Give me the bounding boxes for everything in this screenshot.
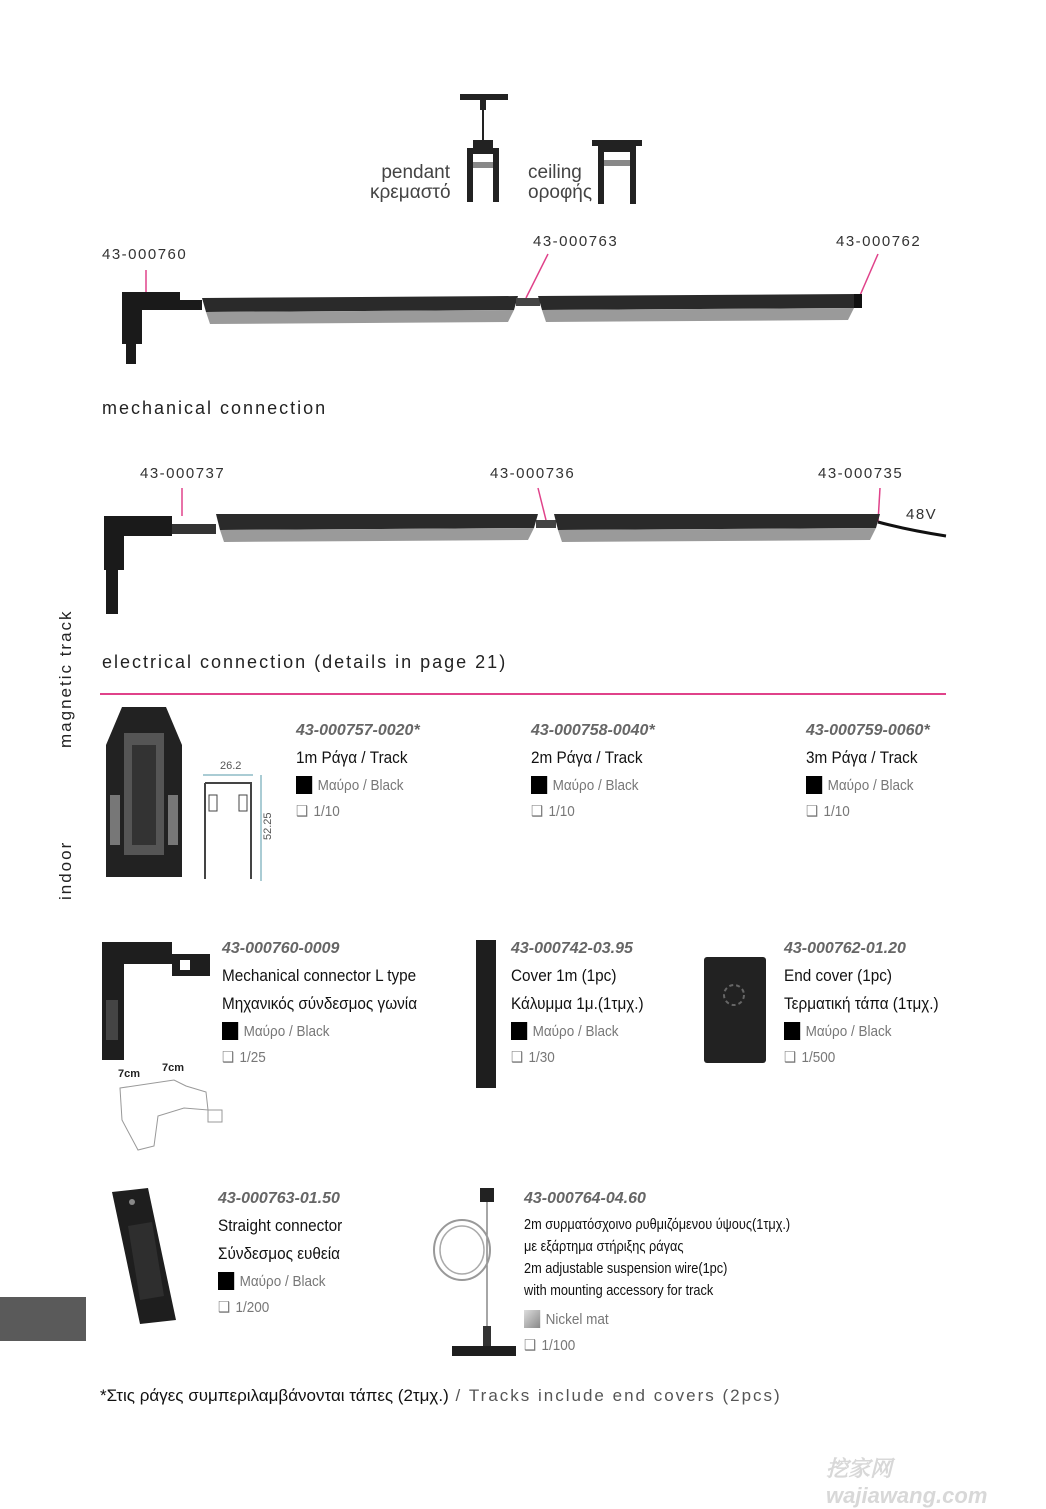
wire-description-line: 2m adjustable suspension wire(1pc) (524, 1260, 728, 1277)
section-divider (100, 693, 946, 695)
box-icon: ❑ (222, 1049, 235, 1066)
l-connector-dimension-drawing (114, 1070, 234, 1152)
pack-row: ❑ 1/500 (784, 1048, 836, 1066)
product-code: 43-000758-0040* (531, 722, 655, 739)
product-code: 43-000759-0060* (806, 722, 930, 739)
pack-row: ❑ 1/10 (296, 802, 340, 820)
pack-row: ❑ 1/25 (222, 1048, 266, 1066)
location-side-label: indoor (56, 840, 75, 900)
corner-dim-b: 7cm (162, 1062, 185, 1074)
color-swatch (222, 1022, 238, 1040)
voltage-label: 48V (906, 506, 938, 523)
pack-row: ❑ 1/30 (511, 1048, 555, 1066)
product-name-gr: Μηχανικός σύνδεσμος γωνία (222, 994, 418, 1013)
pack-row: ❑ 1/200 (218, 1298, 270, 1316)
accessory-suspension-wire (524, 1190, 837, 1354)
track-profile-photo (104, 705, 184, 877)
color-row: Μαύρο / Black (511, 1022, 644, 1040)
product-code: 43-000760-0009 (222, 940, 340, 957)
mechanical-assembly-drawing (110, 248, 890, 378)
product-name: Straight connector (218, 1216, 343, 1235)
product-name: 1m Ράγα / Track (296, 748, 408, 767)
elec-code-2: 43-000736 (490, 465, 576, 482)
wire-description-line: με εξάρτημα στήριξης ράγας (524, 1238, 684, 1255)
color-swatch (784, 1022, 800, 1040)
color-row: Nickel mat (524, 1310, 806, 1328)
color-swatch (296, 776, 312, 794)
end-cover-photo (702, 955, 768, 1065)
product-name-gr: Κάλυμμα 1μ.(1τμχ.) (511, 994, 644, 1013)
product-name: 3m Ράγα / Track (806, 748, 918, 767)
product-name: 2m Ράγα / Track (531, 748, 643, 767)
category-side-label: magnetic track (56, 609, 75, 748)
product-code: 43-000742-03.95 (511, 940, 633, 957)
mechanical-connection-label: mechanical connection (102, 398, 328, 418)
page-tab (0, 1297, 86, 1341)
mech-code-3: 43-000762 (836, 233, 922, 250)
wire-description-line: 2m συρματόσχοινο ρυθμιζόμενου ύψους(1τμχ.) (524, 1216, 791, 1233)
box-icon: ❑ (531, 803, 544, 820)
accessory-l-connector (222, 940, 439, 1066)
color-swatch (511, 1022, 527, 1040)
color-row: Μαύρο / Black (784, 1022, 939, 1040)
box-icon: ❑ (524, 1337, 537, 1354)
color-row: Μαύρο / Black (806, 776, 917, 794)
product-name-gr: Τερματική τάπα (1τμχ.) (784, 994, 939, 1013)
track-product-2 (531, 722, 655, 820)
profile-width-dim: 26.2 (220, 760, 242, 772)
straight-connector-photo (108, 1186, 180, 1326)
product-code: 43-000763-01.50 (218, 1190, 340, 1207)
pack-row: ❑ 1/100 (524, 1336, 576, 1354)
box-icon: ❑ (511, 1049, 524, 1066)
corner-dim-a: 7cm (118, 1068, 141, 1080)
ceiling-mount-icon (590, 138, 645, 208)
wire-description-line: with mounting accessory for track (524, 1282, 714, 1299)
electrical-assembly-drawing (100, 480, 950, 620)
product-name-gr: Σύνδεσμος ευθεία (218, 1244, 340, 1263)
watermark: 挖家网 wajiawang.com (826, 1456, 988, 1508)
ceiling-label: ceiling οροφής (528, 162, 592, 203)
product-code: 43-000757-0020* (296, 722, 420, 739)
box-icon: ❑ (784, 1049, 797, 1066)
track-product-3 (806, 722, 930, 820)
pack-row: ❑ 1/10 (806, 802, 850, 820)
color-row: Μαύρο / Black (218, 1272, 342, 1290)
pendant-mount-icon (455, 92, 515, 210)
footer-note: *Στις ράγες συμπεριλαμβάνονται τάπες (2τμχ.) / Tracks include end covers (2pcs) (100, 1386, 782, 1405)
elec-code-3: 43-000735 (818, 465, 904, 482)
l-connector-photo (100, 940, 215, 1062)
color-swatch (806, 776, 822, 794)
suspension-wire-photo (428, 1186, 518, 1364)
color-swatch (531, 776, 547, 794)
box-icon: ❑ (218, 1299, 231, 1316)
box-icon: ❑ (296, 803, 309, 820)
color-swatch (218, 1272, 234, 1290)
product-name: End cover (1pc) (784, 966, 892, 985)
mech-code-1: 43-000760 (102, 246, 188, 263)
accessory-straight-connector (218, 1190, 356, 1316)
accessory-cover (511, 940, 658, 1066)
cover-photo (476, 940, 496, 1088)
color-swatch (524, 1310, 540, 1328)
pendant-label: pendant κρεμαστό (370, 162, 451, 203)
electrical-connection-label: electrical connection (details in page 21) (102, 652, 508, 672)
product-code: 43-000764-04.60 (524, 1190, 646, 1207)
elec-code-1: 43-000737 (140, 465, 226, 482)
mech-code-2: 43-000763 (533, 233, 619, 250)
product-name: Mechanical connector L type (222, 966, 417, 985)
product-name: Cover 1m (1pc) (511, 966, 617, 985)
pack-row: ❑ 1/10 (531, 802, 575, 820)
color-row: Μαύρο / Black (531, 776, 642, 794)
color-row: Μαύρο / Black (296, 776, 407, 794)
track-product-1 (296, 722, 420, 820)
product-code: 43-000762-01.20 (784, 940, 906, 957)
color-row: Μαύρο / Black (222, 1022, 417, 1040)
profile-height-dim: 52.25 (262, 812, 274, 840)
box-icon: ❑ (806, 803, 819, 820)
accessory-end-cover (784, 940, 956, 1066)
